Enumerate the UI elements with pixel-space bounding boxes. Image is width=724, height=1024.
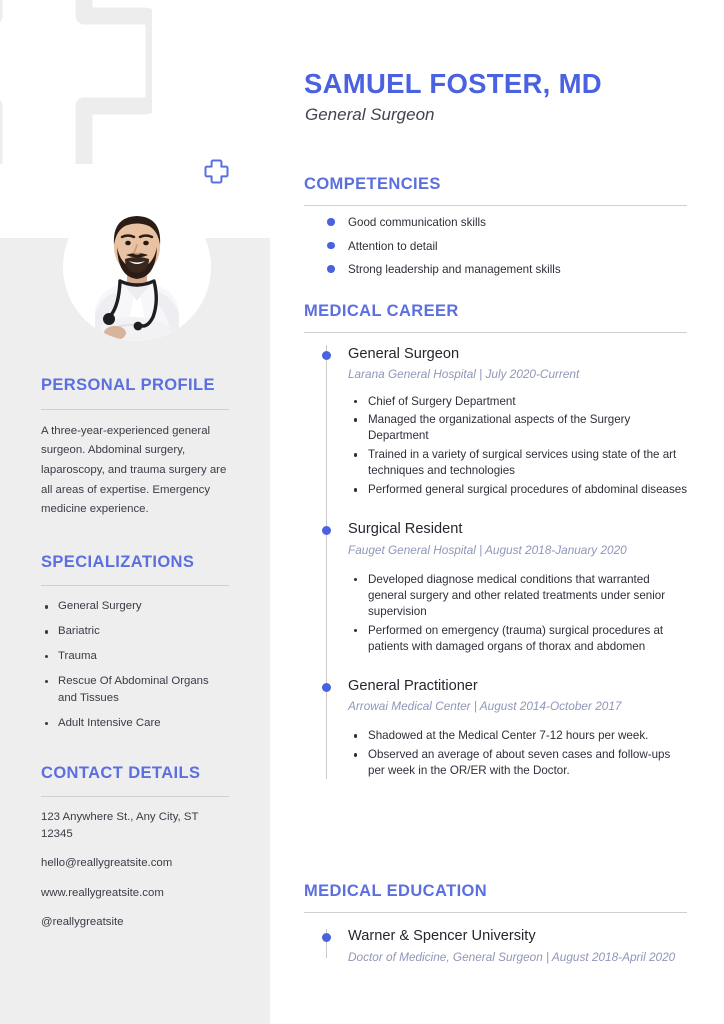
specializations-list (41, 598, 229, 732)
contact-address: 123 Anywhere St., Any City, ST 12345 (41, 811, 199, 841)
list-item: Trained in a variety of surgical services using state of the art techniques and technologies (348, 447, 687, 479)
competencies-heading: COMPETENCIES (304, 175, 441, 193)
contact-social[interactable]: @reallygreatsite (41, 915, 124, 928)
career-entry-bullets (348, 572, 687, 655)
contact-email[interactable]: hello@reallygreatsite.com (41, 857, 173, 870)
list-item: Performed on emergency (trauma) surgical procedures at patients with damaged organs of thorax and abdomen (348, 623, 687, 655)
list-item: Rescue Of Abdominal Organs and Tissues (41, 673, 229, 708)
timeline-dot (322, 526, 331, 535)
main-column (304, 0, 724, 1024)
section-contact-details (41, 760, 229, 931)
education-entry (304, 927, 687, 966)
list-item: Adult Intensive Care (41, 715, 229, 733)
career-entry-title: Surgical Resident (348, 521, 463, 538)
career-entry (304, 677, 687, 779)
divider (304, 332, 687, 333)
career-entry-bullets (348, 728, 687, 779)
divider (304, 205, 687, 206)
list-item: Trauma (41, 648, 229, 666)
education-entry-title: Warner & Spencer University (348, 928, 536, 944)
section-personal-profile (41, 238, 229, 520)
career-timeline (304, 345, 687, 779)
list-item: Shadowed at the Medical Center 7-12 hours per week. (348, 728, 687, 744)
list-item: Chief of Surgery Department (348, 394, 687, 410)
education-entry-meta: Doctor of Medicine, General Surgeon | August 2018-April 2020 (348, 950, 676, 965)
job-title-subtitle: General Surgeon (305, 105, 435, 124)
list-item: Good communication skills (304, 217, 687, 229)
personal-profile-heading: PERSONAL PROFILE (41, 376, 215, 394)
list-item: General Surgery (41, 598, 229, 616)
career-entry-meta: Arrowai Medical Center | August 2014-October 2017 (348, 699, 622, 714)
list-item: Observed an average of about seven cases and follow-ups per week in the OR/ER with the Doctor. (348, 747, 687, 779)
contact-details-heading: CONTACT DETAILS (41, 763, 201, 782)
medical-cross-outline-icon (203, 158, 230, 185)
divider (304, 912, 687, 913)
list-item: Performed general surgical procedures of abdominal diseases (348, 482, 687, 498)
career-entry-title: General Practitioner (348, 677, 478, 694)
divider (41, 585, 229, 586)
medical-cross-outline-icon (0, 0, 152, 164)
section-specializations (41, 549, 229, 733)
career-entry (304, 345, 687, 498)
timeline-dot (322, 351, 331, 360)
medical-education-heading: MEDICAL EDUCATION (304, 882, 488, 900)
career-entry-bullets (348, 394, 687, 499)
career-entry-meta: Larana General Hospital | July 2020-Current (348, 367, 580, 382)
timeline-dot (322, 933, 331, 942)
sidebar-content (0, 238, 270, 943)
list-item: Managed the organizational aspects of the Surgery Department (348, 412, 687, 444)
competencies-list (304, 217, 687, 276)
section-medical-career (304, 302, 687, 801)
section-competencies (304, 175, 687, 288)
medical-career-heading: MEDICAL CAREER (304, 302, 459, 320)
divider (41, 409, 229, 410)
page-title: SAMUEL FOSTER, MD (304, 68, 602, 99)
list-item: Strong leadership and management skills (304, 264, 687, 276)
specializations-heading: SPECIALIZATIONS (41, 552, 195, 571)
list-item: Bariatric (41, 623, 229, 641)
timeline-dot (322, 683, 331, 692)
section-medical-education (304, 882, 687, 966)
list-item: Attention to detail (304, 241, 687, 253)
career-entry-title: General Surgeon (348, 346, 460, 362)
list-item: Developed diagnose medical conditions that warranted general surgery and other related treatments under senior supervision (348, 572, 687, 620)
personal-profile-text: A three-year-experienced general surgeon. Abdominal surgery, laparoscopy, and trauma surgery are all areas of expertise. Emergency medicine experience. (41, 424, 227, 516)
career-entry (304, 520, 687, 654)
education-timeline (304, 927, 687, 966)
career-entry-meta: Fauget General Hospital | August 2018-January 2020 (348, 542, 627, 557)
divider (41, 796, 229, 797)
contact-website[interactable]: www.reallygreatsite.com (41, 886, 164, 899)
